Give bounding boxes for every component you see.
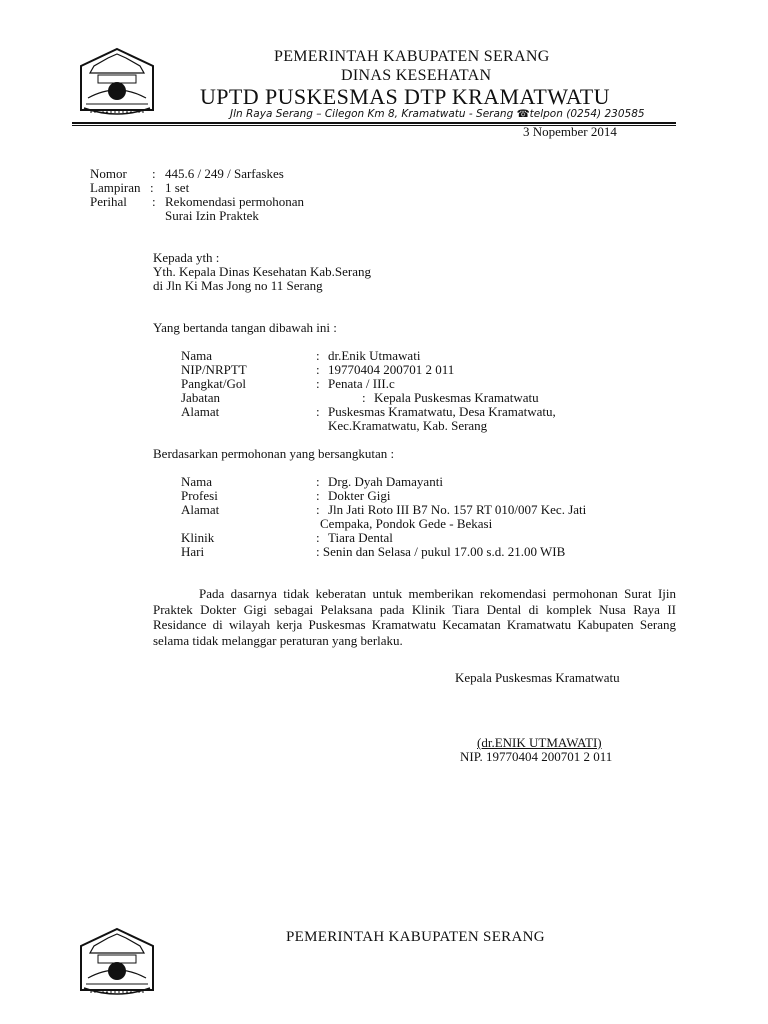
signer-nip-label: NIP/NRPTT — [181, 362, 247, 377]
signer-alamat-colon: : — [316, 404, 320, 419]
nomor-value: 445.6 / 249 / Sarfaskes — [165, 166, 284, 181]
applicant-alamat-label: Alamat — [181, 502, 220, 517]
letterhead-organization: UPTD PUSKESMAS DTP KRAMATWATU — [200, 84, 610, 109]
letterhead-address: Jln Raya Serang – Cilegon Km 8, Kramatwatu - Serang ☎telpon (0254) 230585 — [230, 108, 645, 120]
signature-nip: NIP. 19770404 200701 2 011 — [460, 749, 613, 764]
perihal-value-line-2: Surai Izin Praktek — [165, 208, 259, 223]
letter-date: 3 Nopember 2014 — [523, 124, 617, 139]
applicant-nama-value: Drg. Dyah Damayanti — [328, 474, 443, 489]
lampiran-colon: : — [150, 180, 154, 195]
signer-pangkat-label: Pangkat/Gol — [181, 376, 246, 391]
applicant-klinik-colon: : — [316, 530, 320, 545]
recipient-name: Yth. Kepala Dinas Kesehatan Kab.Serang — [153, 264, 372, 279]
signer-alamat-value-line-1: Puskesmas Kramatwatu, Desa Kramatwatu, — [328, 404, 556, 419]
applicant-hari-value: : Senin dan Selasa / pukul 17.00 s.d. 21.00 WIB — [316, 544, 566, 559]
footer-letterhead-line-1: PEMERINTAH KABUPATEN SERANG — [286, 929, 545, 945]
letterhead-line-1: PEMERINTAH KABUPATEN SERANG — [274, 48, 550, 65]
signer-nip-colon: : — [316, 362, 320, 377]
signer-alamat-value-line-2: Kec.Kramatwatu, Kab. Serang — [328, 418, 488, 433]
applicant-nama-label: Nama — [181, 474, 213, 489]
perihal-colon: : — [152, 194, 156, 209]
regency-emblem-logo — [76, 46, 158, 122]
signer-pangkat-value: Penata / III.c — [328, 376, 395, 391]
applicant-nama-colon: : — [316, 474, 320, 489]
perihal-label: Perihal — [90, 194, 127, 209]
signer-jabatan-value: Kepala Puskesmas Kramatwatu — [374, 390, 539, 405]
signer-intro: Yang bertanda tangan dibawah ini : — [153, 320, 337, 335]
signer-jabatan-label: Jabatan — [181, 390, 220, 405]
nomor-label: Nomor — [90, 166, 127, 181]
signer-pangkat-colon: : — [316, 376, 320, 391]
lampiran-label: Lampiran — [90, 180, 141, 195]
nomor-colon: : — [152, 166, 156, 181]
body-paragraph — [153, 586, 676, 648]
letterhead-line-2: DINAS KESEHATAN — [341, 67, 492, 84]
signature-title: Kepala Puskesmas Kramatwatu — [455, 670, 620, 685]
applicant-hari-label: Hari — [181, 544, 205, 559]
applicant-profesi-value: Dokter Gigi — [328, 488, 391, 503]
perihal-value-line-1: Rekomendasi permohonan — [165, 194, 304, 209]
applicant-profesi-label: Profesi — [181, 488, 218, 503]
recipient-greeting: Kepada yth : — [153, 250, 220, 265]
signer-nama-label: Nama — [181, 348, 213, 363]
applicant-alamat-colon: : — [316, 502, 320, 517]
applicant-alamat-value-line-2: Cempaka, Pondok Gede - Bekasi — [320, 516, 493, 531]
recipient-address: di Jln Ki Mas Jong no 11 Serang — [153, 278, 323, 293]
regency-emblem-logo-footer — [76, 926, 158, 1002]
applicant-klinik-value: Tiara Dental — [328, 530, 393, 545]
lampiran-value: 1 set — [165, 180, 190, 195]
signer-nama-colon: : — [316, 348, 320, 363]
signer-nip-value: 19770404 200701 2 011 — [328, 362, 455, 377]
applicant-klinik-label: Klinik — [181, 530, 215, 545]
body-paragraph-text: Pada dasarnya tidak keberatan untuk memberikan rekomendasi permohonan Surat Ijin Praktek Dokter Gigi sebagai Pelaksana pada Klinik Tiara Dental di komplek Nusa Raya II Residance di wilayah kerja Puskesmas Kramatwatu Kecamatan Kramatwatu Kabupaten Serang selama tidak melanggar peraturan yang berlaku. — [153, 586, 676, 648]
applicant-profesi-colon: : — [316, 488, 320, 503]
signature-name: (dr.ENIK UTMAWATI) — [477, 735, 602, 750]
signer-alamat-label: Alamat — [181, 404, 220, 419]
signer-jabatan-colon: : — [362, 390, 366, 405]
applicant-alamat-value-line-1: Jln Jati Roto III B7 No. 157 RT 010/007 Kec. Jati — [328, 502, 587, 517]
applicant-intro: Berdasarkan permohonan yang bersangkutan : — [153, 446, 395, 461]
signer-nama-value: dr.Enik Utmawati — [328, 348, 421, 363]
